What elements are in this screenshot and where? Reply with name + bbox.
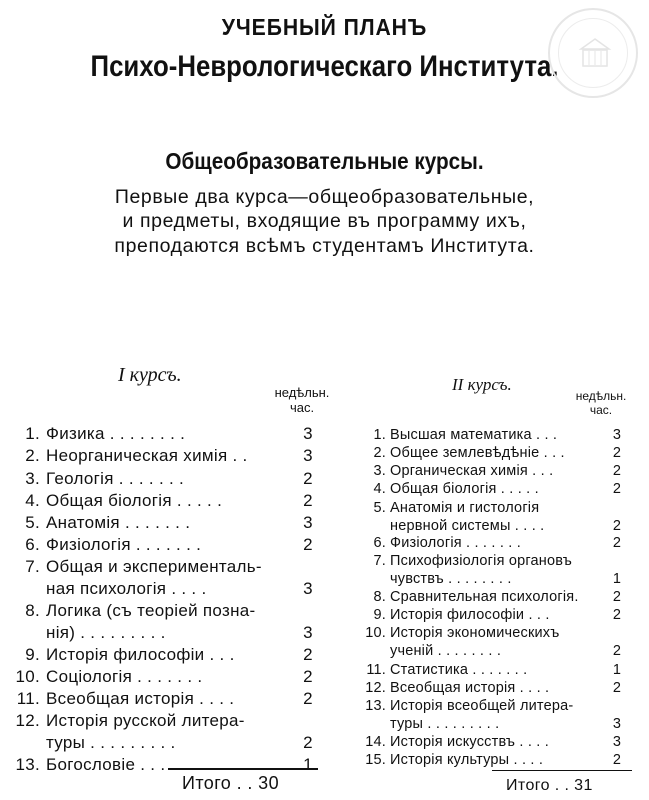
subject-row <box>360 698 640 716</box>
subject-number: 3. <box>25 469 40 488</box>
institute-title: Психо-Неврологическаго Института. <box>90 50 559 83</box>
subject-number: 11. <box>16 689 40 708</box>
subject-number: 4. <box>373 481 386 497</box>
subject-number: 2. <box>373 445 386 461</box>
subject-hours: 2 <box>612 481 622 497</box>
hours-header-line: недѣльн. <box>274 385 330 400</box>
subject-name: Статистика . . . . . . . <box>390 662 528 678</box>
subject-hours: 2 <box>612 607 622 623</box>
subject-row <box>360 518 640 536</box>
course-2-total: Итого . . 31 <box>506 777 593 794</box>
subject-name: Сравнительная психологія. <box>390 589 579 605</box>
subject-number: 6. <box>25 535 40 554</box>
course-1-total: Итого . . 30 <box>182 773 279 793</box>
subject-name: Физіологія . . . . . . . <box>46 535 202 554</box>
subject-name: Общая и эксперименталь- <box>46 557 262 576</box>
subject-number: 11. <box>366 662 386 678</box>
subject-row <box>360 643 640 661</box>
subject-number: 3. <box>373 463 386 479</box>
subject-hours: 3 <box>303 424 313 443</box>
subject-row <box>360 716 640 734</box>
subject-number: 6. <box>373 535 386 551</box>
subject-hours: 2 <box>612 680 622 696</box>
subject-row <box>360 607 640 625</box>
subject-number: 1. <box>25 424 40 443</box>
subject-number: 10. <box>365 625 386 641</box>
subject-hours: 2 <box>303 689 313 708</box>
subject-name: ученій . . . . . . . . <box>390 643 502 659</box>
subject-hours: 3 <box>303 446 313 465</box>
subject-number: 15. <box>365 752 386 768</box>
subject-row <box>360 500 640 518</box>
subject-name: Геологія . . . . . . . <box>46 469 185 488</box>
subject-name: Общая біологія . . . . . <box>46 491 223 510</box>
subject-hours: 3 <box>612 427 622 443</box>
subject-number: 12. <box>15 711 40 730</box>
subject-hours: 2 <box>303 733 313 752</box>
subject-name: Логика (съ теоріей позна- <box>46 601 256 620</box>
intro-line: преподаются всѣмъ студентамъ Института. <box>114 235 535 257</box>
subject-row <box>360 445 640 463</box>
subject-name: Неорганическая химія . . <box>46 446 248 465</box>
subject-name: Анатомія . . . . . . . <box>46 513 191 532</box>
subject-hours: 2 <box>612 463 622 479</box>
subject-number: 2. <box>25 446 40 465</box>
hours-header-line: час. <box>289 399 315 415</box>
subject-name: Исторія искусствъ . . . . <box>390 734 549 750</box>
subject-name: туры . . . . . . . . . <box>46 733 176 752</box>
subject-number: 4. <box>25 491 40 510</box>
subject-number: 5. <box>25 513 40 532</box>
subject-number: 13. <box>365 698 386 714</box>
subject-name: Исторія экономическихъ <box>390 625 560 641</box>
subject-hours: 2 <box>303 645 313 664</box>
subject-hours: 2 <box>612 752 622 768</box>
subject-name: Общее землевѣдѣніе . . . <box>390 445 565 461</box>
subject-name: Соціологія . . . . . . . <box>46 667 203 686</box>
subject-hours: 2 <box>303 667 313 686</box>
subject-number: 7. <box>373 553 386 569</box>
hours-header-line: час. <box>589 402 613 417</box>
subject-hours: 2 <box>612 535 622 551</box>
subject-number: 12. <box>365 680 386 696</box>
subject-name: Общая біологія . . . . . <box>390 481 539 497</box>
subject-number: 10. <box>15 667 40 686</box>
subject-hours: 2 <box>303 469 313 488</box>
subject-name: Всеобщая исторія . . . . <box>46 689 235 708</box>
subject-name: Физіологія . . . . . . . <box>390 535 521 551</box>
subject-name: нія) . . . . . . . . . <box>46 623 166 642</box>
subject-name: Исторія философіи . . . <box>390 607 550 623</box>
subject-hours: 3 <box>303 579 313 598</box>
subject-name: Высшая математика . . . <box>390 427 558 443</box>
plan-title: УЧЕБНЫЙ ПЛАНЪ <box>221 14 428 40</box>
intro-line: Первые два курса—общеобразовательные, <box>114 186 535 208</box>
subject-number: 7. <box>25 557 40 576</box>
subject-number: 13. <box>15 755 40 774</box>
subject-number: 8. <box>373 589 386 605</box>
subject-hours: 1 <box>612 571 622 587</box>
subject-row <box>360 734 640 752</box>
subject-name: ная психологія . . . . <box>46 579 207 598</box>
subject-name: Всеобщая исторія . . . . <box>390 680 550 696</box>
subject-number: 9. <box>25 645 40 664</box>
subject-name: Исторія культуры . . . . <box>390 752 544 768</box>
subject-name: туры . . . . . . . . . <box>390 716 500 732</box>
section-title: Общеобразовательные курсы. <box>165 148 484 174</box>
subject-name: Богословіе . . . . . . . <box>46 755 206 774</box>
subject-hours: 1 <box>303 755 313 774</box>
subject-row <box>360 752 640 770</box>
subject-hours: 2 <box>612 445 622 461</box>
subject-row <box>360 662 640 680</box>
subject-hours: 2 <box>612 589 622 605</box>
subject-name: Анатомія и гистологія <box>390 500 540 516</box>
subject-row <box>360 625 640 643</box>
subject-row <box>360 589 640 607</box>
subject-name: Исторія всеобщей литера- <box>390 698 574 714</box>
subject-name: Органическая химія . . . <box>390 463 554 479</box>
subject-name: Исторія русской литера- <box>46 711 245 730</box>
subject-row <box>360 553 640 571</box>
subject-hours: 3 <box>303 513 313 532</box>
subject-name: чувствъ . . . . . . . . <box>390 571 512 587</box>
subject-name: Исторія философіи . . . <box>46 645 235 664</box>
course-2-title: II курсъ. <box>452 375 512 394</box>
subject-number: 1. <box>373 427 386 443</box>
subject-number: 8. <box>25 601 40 620</box>
subject-hours: 2 <box>303 535 313 554</box>
subject-name: Психофизіологія органовъ <box>390 553 572 569</box>
subject-row <box>360 427 640 445</box>
subject-hours: 3 <box>612 734 622 750</box>
subject-hours: 1 <box>612 662 622 678</box>
subject-row <box>360 463 640 481</box>
subject-hours: 3 <box>303 623 313 642</box>
subject-name: Физика . . . . . . . . <box>46 424 186 443</box>
subject-name: нервной системы . . . . <box>390 518 545 534</box>
subject-number: 9. <box>373 607 386 623</box>
subject-hours: 2 <box>303 491 313 510</box>
subject-hours: 2 <box>612 643 622 659</box>
hours-header-line: недѣльн. <box>575 389 627 403</box>
subject-hours: 2 <box>612 518 622 534</box>
subject-row <box>360 571 640 589</box>
course-1-title: I курсъ. <box>118 364 182 386</box>
intro-line: и предметы, входящие въ программу ихъ, <box>122 210 527 232</box>
subject-hours: 3 <box>612 716 622 732</box>
subject-row <box>360 680 640 698</box>
subject-row <box>360 535 640 553</box>
course-2-total-rule <box>492 770 632 771</box>
subject-number: 5. <box>373 500 386 516</box>
subject-number: 14. <box>365 734 386 750</box>
subject-row <box>360 481 640 499</box>
